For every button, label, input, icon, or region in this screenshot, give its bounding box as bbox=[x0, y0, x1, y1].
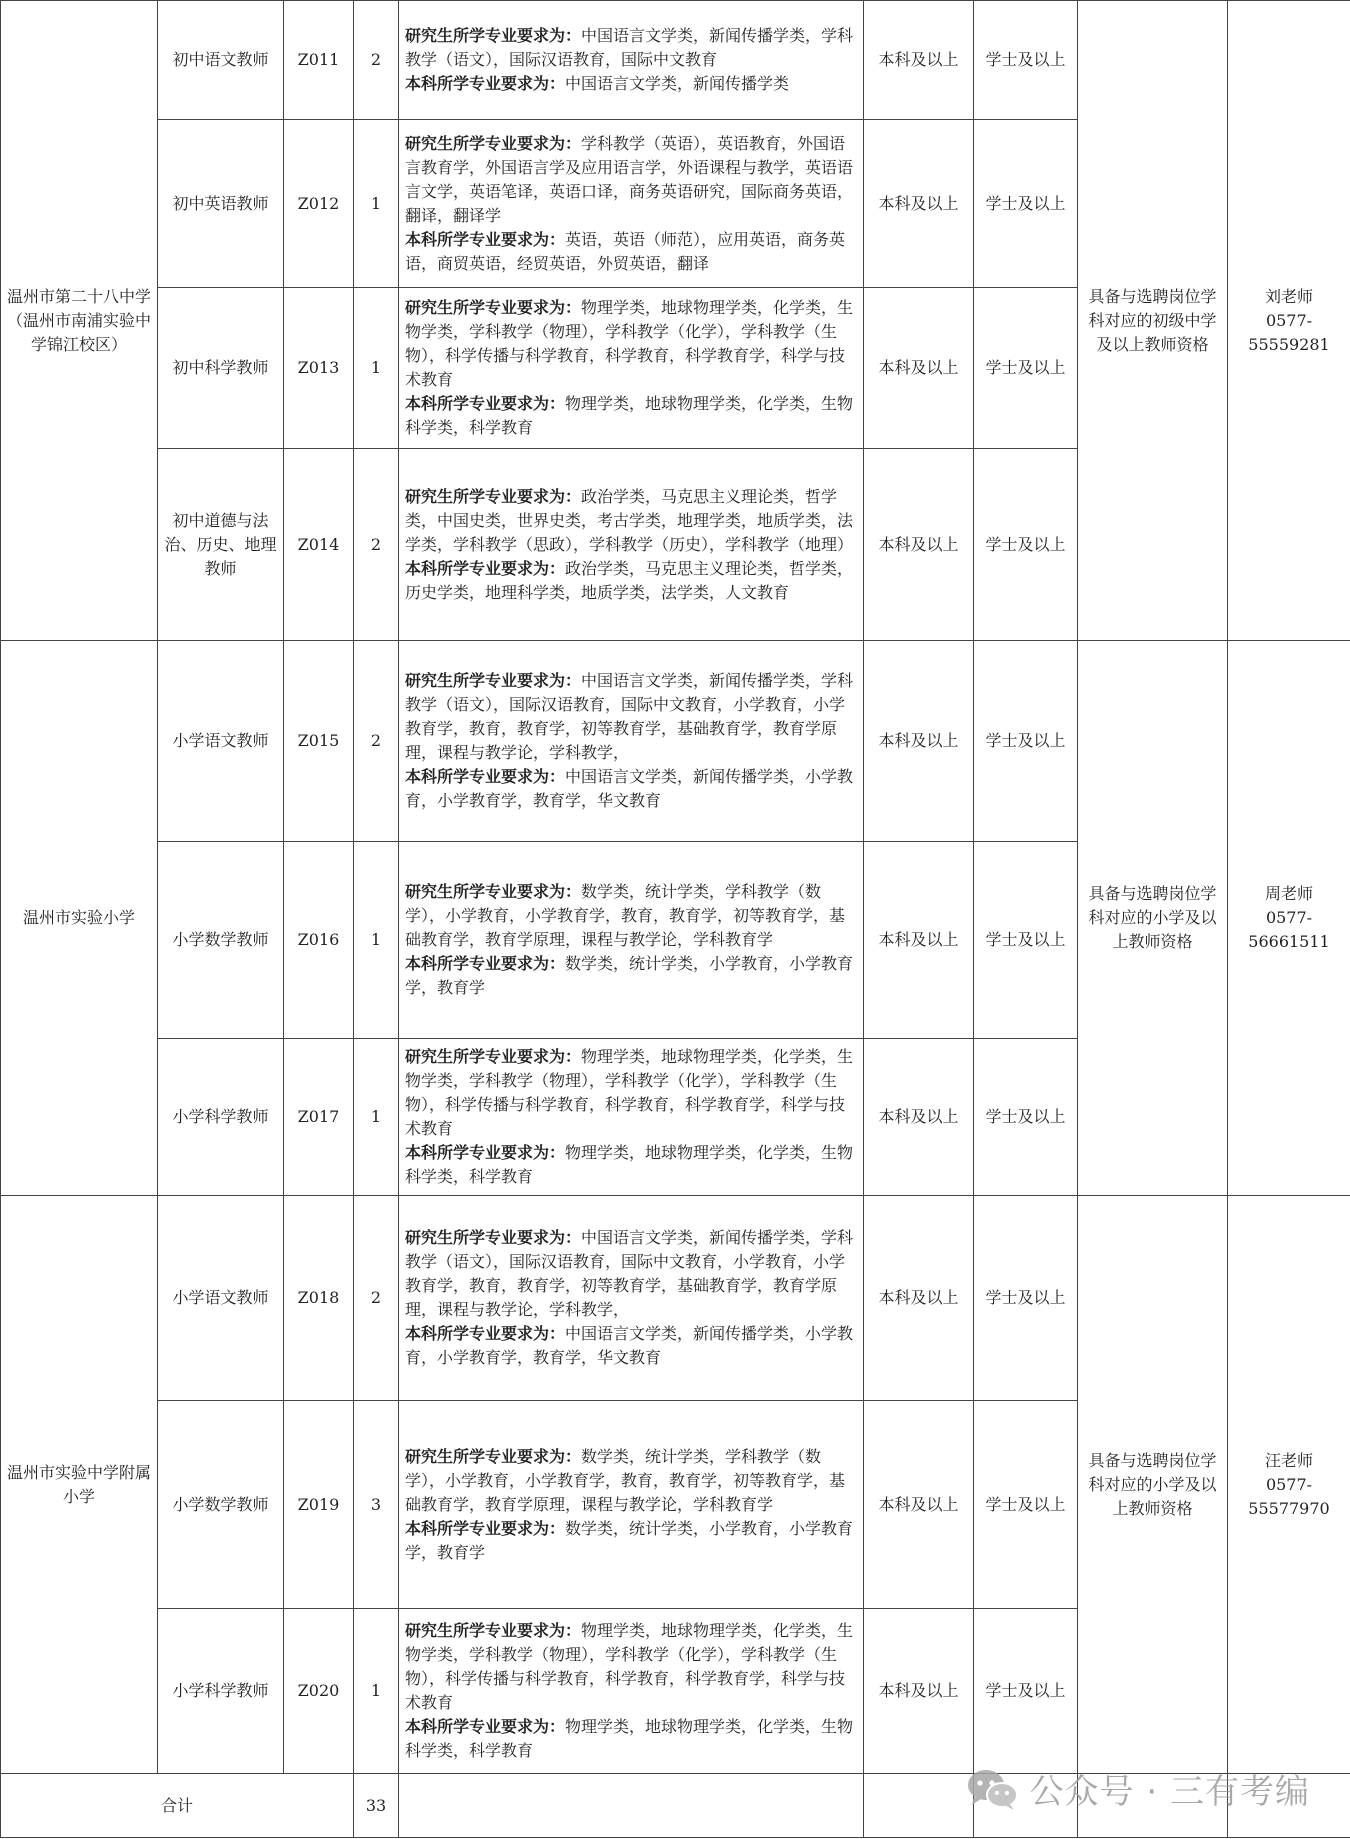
position-count: 1 bbox=[354, 1039, 399, 1196]
degree-requirement: 学士及以上 bbox=[974, 1, 1078, 120]
contact bbox=[1228, 1196, 1350, 1774]
grad-req-label: 研究生所学专业要求为： bbox=[405, 882, 582, 901]
ug-req-label: 本科所学专业要求为： bbox=[405, 229, 566, 249]
ug-req-text: 物理学类，地球物理学类，化学类，生物科学类，科学教育 bbox=[405, 1143, 854, 1186]
position-code: Z014 bbox=[284, 449, 354, 641]
grad-req-text: 物理学类，地球物理学类，化学类，生物学类，学科教学（物理），学科教学（化学），学科教学（生物），科学传播与科学教育，科学教育，科学教育学，科学与技术教育 bbox=[405, 1621, 854, 1712]
position-title: 初中科学教师 bbox=[158, 288, 284, 449]
contact-phone: 0577-55559281 bbox=[1248, 310, 1330, 354]
position-code: Z017 bbox=[284, 1039, 354, 1196]
position-count: 2 bbox=[354, 449, 399, 641]
wechat-icon bbox=[966, 1767, 1020, 1811]
grad-req-label: 研究生所学专业要求为： bbox=[405, 1047, 582, 1066]
grad-req-label: 研究生所学专业要求为： bbox=[405, 1446, 582, 1466]
position-count: 1 bbox=[354, 842, 399, 1039]
education-requirement: 本科及以上 bbox=[864, 288, 974, 449]
degree-requirement: 学士及以上 bbox=[974, 1196, 1078, 1401]
contact-phone: 0577-56661511 bbox=[1248, 908, 1330, 951]
position-count: 3 bbox=[354, 1401, 399, 1609]
major-requirements bbox=[399, 842, 864, 1039]
major-requirements bbox=[399, 1039, 864, 1196]
position-count: 2 bbox=[354, 1, 399, 120]
degree-requirement: 学士及以上 bbox=[974, 1039, 1078, 1196]
position-count: 1 bbox=[354, 288, 399, 449]
ug-req-text: 数学类，统计学类，小学教育，小学教育学，教育学 bbox=[405, 1518, 854, 1562]
grad-req-label: 研究生所学专业要求为： bbox=[405, 1621, 582, 1640]
school-name: 温州市实验小学 bbox=[1, 641, 158, 1196]
grad-req-text: 中国语言文学类，新闻传播学类，学科教学（语文），国际汉语教育，国际中文教育，小学教育，小学教育学，教育，教育学，初等教育学，基础教育学，教育学原理，课程与教学论，学科教学， bbox=[405, 1228, 854, 1319]
ug-req-label: 本科所学专业要求为： bbox=[405, 767, 566, 786]
grad-req-text: 数学类，统计学类，学科教学（数学），小学教育，小学教育学，教育，教育学，初等教育学，基础教育学，教育学原理，课程与教学论，学科教育学 bbox=[405, 882, 846, 949]
qualification-requirement: 具备与选聘岗位学科对应的小学及以上教师资格 bbox=[1078, 641, 1228, 1196]
position-title: 小学科学教师 bbox=[158, 1039, 284, 1196]
watermark bbox=[966, 1764, 1310, 1813]
major-requirements bbox=[399, 1196, 864, 1401]
ug-req-text: 中国语言文学类，新闻传播学类 bbox=[565, 74, 790, 93]
position-count: 1 bbox=[354, 120, 399, 288]
contact-name: 刘老师 bbox=[1264, 286, 1313, 306]
ug-req-label: 本科所学专业要求为： bbox=[405, 1324, 566, 1343]
education-requirement: 本科及以上 bbox=[864, 1196, 974, 1401]
contact-phone: 0577-55577970 bbox=[1248, 1474, 1330, 1518]
ug-req-text: 数学类，统计学类，小学教育，小学教育学，教育学 bbox=[405, 954, 854, 997]
position-code: Z015 bbox=[284, 641, 354, 842]
watermark-text: 公众号 · 三有考编 bbox=[1029, 1772, 1310, 1812]
position-count: 2 bbox=[354, 1196, 399, 1401]
grad-req-label: 研究生所学专业要求为： bbox=[405, 26, 582, 45]
position-title: 小学数学教师 bbox=[158, 1401, 284, 1609]
grad-req-text: 学科教学（英语），英语教育，外国语言教育学，外国语言学及应用语言学，外语课程与教学，英语语言文学，英语笔译，英语口译，商务英语研究，国际商务英语，翻译，翻译学 bbox=[405, 133, 854, 225]
degree-requirement: 学士及以上 bbox=[974, 842, 1078, 1039]
grad-req-label: 研究生所学专业要求为： bbox=[405, 298, 582, 317]
grad-req-text: 中国语言文学类，新闻传播学类，学科教学（语文），国际汉语教育，国际中文教育 bbox=[405, 26, 854, 69]
education-requirement: 本科及以上 bbox=[864, 1401, 974, 1609]
position-count: 1 bbox=[354, 1609, 399, 1774]
position-code: Z020 bbox=[284, 1609, 354, 1774]
major-requirements bbox=[399, 449, 864, 641]
table-row bbox=[1, 1, 1350, 120]
position-title: 小学语文教师 bbox=[158, 641, 284, 842]
major-requirements bbox=[399, 288, 864, 449]
major-requirements bbox=[399, 120, 864, 288]
position-title: 小学数学教师 bbox=[158, 842, 284, 1039]
position-title: 初中语文教师 bbox=[158, 1, 284, 120]
education-requirement: 本科及以上 bbox=[864, 1609, 974, 1774]
school-name: 温州市实验中学附属小学 bbox=[1, 1196, 158, 1774]
position-code: Z013 bbox=[284, 288, 354, 449]
contact-name: 汪老师 bbox=[1264, 1450, 1313, 1470]
education-requirement: 本科及以上 bbox=[864, 1039, 974, 1196]
grad-req-text: 数学类，统计学类，学科教学（数学），小学教育，小学教育学，教育，教育学，初等教育学，基础教育学，教育学原理，课程与教学论，学科教育学 bbox=[405, 1446, 846, 1514]
education-requirement: 本科及以上 bbox=[864, 641, 974, 842]
qualification-requirement: 具备与选聘岗位学科对应的初级中学及以上教师资格 bbox=[1078, 1, 1228, 641]
major-requirements bbox=[399, 1, 864, 120]
education-requirement: 本科及以上 bbox=[864, 842, 974, 1039]
total-label: 合计 bbox=[1, 1774, 354, 1838]
grad-req-label: 研究生所学专业要求为： bbox=[405, 133, 582, 153]
total-count: 33 bbox=[354, 1774, 399, 1838]
ug-req-label: 本科所学专业要求为： bbox=[405, 1717, 566, 1736]
grad-req-label: 研究生所学专业要求为： bbox=[405, 1228, 582, 1247]
ug-req-label: 本科所学专业要求为： bbox=[405, 558, 566, 578]
contact bbox=[1228, 641, 1350, 1196]
contact bbox=[1228, 1, 1350, 641]
degree-requirement: 学士及以上 bbox=[974, 1401, 1078, 1609]
grad-req-label: 研究生所学专业要求为： bbox=[405, 671, 582, 690]
table-row bbox=[1, 1196, 1350, 1401]
position-title: 初中道德与法治、历史、地理教师 bbox=[158, 449, 284, 641]
degree-requirement: 学士及以上 bbox=[974, 1609, 1078, 1774]
grad-req-text: 政治学类，马克思主义理论类，哲学类，中国史类，世界史类，考古学类，地理学类，地质学类，法学类，学科教学（思政），学科教学（历史），学科教学（地理） bbox=[405, 486, 854, 554]
education-requirement: 本科及以上 bbox=[864, 449, 974, 641]
ug-req-text: 中国语言文学类，新闻传播学类，小学教育，小学教育学，教育学，华文教育 bbox=[405, 1324, 854, 1367]
ug-req-text: 物理学类，地球物理学类，化学类，生物科学类，科学教育 bbox=[405, 394, 854, 437]
position-code: Z018 bbox=[284, 1196, 354, 1401]
qualification-requirement: 具备与选聘岗位学科对应的小学及以上教师资格 bbox=[1078, 1196, 1228, 1774]
education-requirement: 本科及以上 bbox=[864, 1, 974, 120]
position-code: Z012 bbox=[284, 120, 354, 288]
empty-cell bbox=[399, 1774, 864, 1838]
position-title: 小学科学教师 bbox=[158, 1609, 284, 1774]
ug-req-label: 本科所学专业要求为： bbox=[405, 1518, 566, 1538]
education-requirement: 本科及以上 bbox=[864, 120, 974, 288]
degree-requirement: 学士及以上 bbox=[974, 288, 1078, 449]
school-name: 温州市第二十八中学（温州市南浦实验中学锦江校区） bbox=[1, 1, 158, 641]
degree-requirement: 学士及以上 bbox=[974, 449, 1078, 641]
grad-req-text: 物理学类，地球物理学类，化学类，生物学类，学科教学（物理），学科教学（化学），学科教学（生物），科学传播与科学教育，科学教育，科学教育学，科学与技术教育 bbox=[405, 1047, 854, 1138]
ug-req-label: 本科所学专业要求为： bbox=[405, 394, 566, 413]
degree-requirement: 学士及以上 bbox=[974, 120, 1078, 288]
grad-req-text: 中国语言文学类，新闻传播学类，学科教学（语文），国际汉语教育，国际中文教育，小学教育，小学教育学，教育，教育学，初等教育学，基础教育学，教育学原理，课程与教学论，学科教学， bbox=[405, 671, 854, 762]
position-title: 初中英语教师 bbox=[158, 120, 284, 288]
degree-requirement: 学士及以上 bbox=[974, 641, 1078, 842]
grad-req-text: 物理学类，地球物理学类，化学类，生物学类，学科教学（物理），学科教学（化学），学科教学（生物），科学传播与科学教育，科学教育，科学教育学，科学与技术教育 bbox=[405, 298, 854, 389]
position-title: 小学语文教师 bbox=[158, 1196, 284, 1401]
position-code: Z019 bbox=[284, 1401, 354, 1609]
major-requirements bbox=[399, 1401, 864, 1609]
position-code: Z016 bbox=[284, 842, 354, 1039]
table-row bbox=[1, 641, 1350, 842]
grad-req-label: 研究生所学专业要求为： bbox=[405, 486, 582, 506]
ug-req-text: 英语，英语（师范），应用英语，商务英语，商贸英语，经贸英语，外贸英语，翻译 bbox=[405, 229, 846, 273]
ug-req-label: 本科所学专业要求为： bbox=[405, 1143, 566, 1162]
contact-name: 周老师 bbox=[1264, 884, 1313, 903]
major-requirements bbox=[399, 1609, 864, 1774]
ug-req-label: 本科所学专业要求为： bbox=[405, 954, 566, 973]
ug-req-text: 政治学类，马克思主义理论类，哲学类，历史学类，地理科学类，地质学类，法学类，人文教育 bbox=[405, 558, 854, 602]
empty-cell bbox=[864, 1774, 974, 1838]
position-code: Z011 bbox=[284, 1, 354, 120]
ug-req-label: 本科所学专业要求为： bbox=[405, 74, 566, 93]
position-count: 2 bbox=[354, 641, 399, 842]
major-requirements bbox=[399, 641, 864, 842]
ug-req-text: 物理学类，地球物理学类，化学类，生物科学类，科学教育 bbox=[405, 1717, 854, 1760]
ug-req-text: 中国语言文学类，新闻传播学类，小学教育，小学教育学，教育学，华文教育 bbox=[405, 767, 854, 810]
